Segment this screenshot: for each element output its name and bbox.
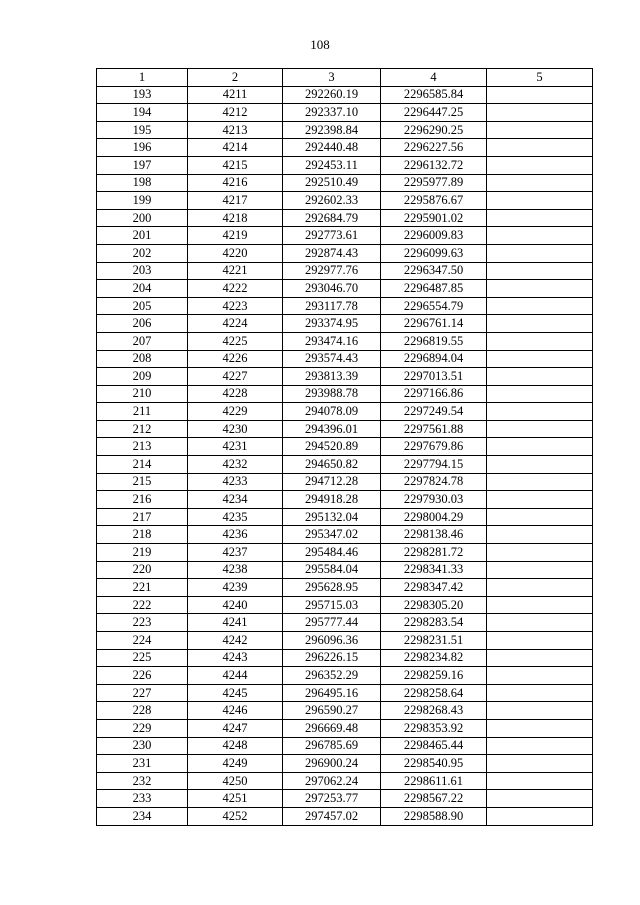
- point-id-cell: 4250: [188, 772, 283, 790]
- y-coordinate-cell: 2296447.25: [381, 104, 487, 122]
- x-coordinate-cell: 296590.27: [283, 702, 381, 720]
- x-coordinate-cell: 297457.02: [283, 807, 381, 825]
- note-cell: [487, 755, 593, 773]
- table-row: [97, 244, 593, 262]
- table-row: [97, 297, 593, 315]
- note-cell: [487, 244, 593, 262]
- row-number-cell: 220: [97, 561, 188, 579]
- x-coordinate-cell: 296900.24: [283, 755, 381, 773]
- table-row: [97, 649, 593, 667]
- row-number-cell: 222: [97, 596, 188, 614]
- x-coordinate-cell: 292510.49: [283, 174, 381, 192]
- x-coordinate-cell: 295584.04: [283, 561, 381, 579]
- y-coordinate-cell: 2296347.50: [381, 262, 487, 280]
- y-coordinate-cell: 2297166.86: [381, 385, 487, 403]
- x-coordinate-cell: 292602.33: [283, 192, 381, 210]
- x-coordinate-cell: 292684.79: [283, 209, 381, 227]
- point-id-cell: 4231: [188, 438, 283, 456]
- point-id-cell: 4246: [188, 702, 283, 720]
- point-id-cell: 4249: [188, 755, 283, 773]
- x-coordinate-cell: 297253.77: [283, 790, 381, 808]
- note-cell: [487, 297, 593, 315]
- y-coordinate-cell: 2296227.56: [381, 139, 487, 157]
- table-row: [97, 403, 593, 421]
- point-id-cell: 4211: [188, 86, 283, 104]
- x-coordinate-cell: 293046.70: [283, 280, 381, 298]
- y-coordinate-cell: 2297013.51: [381, 368, 487, 386]
- x-coordinate-cell: 292440.48: [283, 139, 381, 157]
- point-id-cell: 4248: [188, 737, 283, 755]
- y-coordinate-cell: 2297679.86: [381, 438, 487, 456]
- table-row: [97, 368, 593, 386]
- row-number-cell: 194: [97, 104, 188, 122]
- note-cell: [487, 174, 593, 192]
- table-row: [97, 807, 593, 825]
- x-coordinate-cell: 297062.24: [283, 772, 381, 790]
- point-id-cell: 4223: [188, 297, 283, 315]
- x-coordinate-cell: 295132.04: [283, 508, 381, 526]
- point-id-cell: 4240: [188, 596, 283, 614]
- note-cell: [487, 403, 593, 421]
- y-coordinate-cell: 2298268.43: [381, 702, 487, 720]
- table-row: [97, 209, 593, 227]
- x-coordinate-cell: 292773.61: [283, 227, 381, 245]
- row-number-cell: 208: [97, 350, 188, 368]
- note-cell: [487, 385, 593, 403]
- coordinates-table: [96, 68, 593, 826]
- y-coordinate-cell: 2298283.54: [381, 614, 487, 632]
- table-header: [97, 69, 593, 87]
- y-coordinate-cell: 2298258.64: [381, 684, 487, 702]
- y-coordinate-cell: 2298281.72: [381, 544, 487, 562]
- row-number-cell: 231: [97, 755, 188, 773]
- row-number-cell: 218: [97, 526, 188, 544]
- note-cell: [487, 156, 593, 174]
- column-header-4: 4: [381, 69, 487, 87]
- table-row: [97, 456, 593, 474]
- point-id-cell: 4222: [188, 280, 283, 298]
- table-row: [97, 772, 593, 790]
- row-number-cell: 232: [97, 772, 188, 790]
- x-coordinate-cell: 296352.29: [283, 667, 381, 685]
- y-coordinate-cell: 2296290.25: [381, 121, 487, 139]
- y-coordinate-cell: 2298353.92: [381, 719, 487, 737]
- x-coordinate-cell: 292874.43: [283, 244, 381, 262]
- note-cell: [487, 579, 593, 597]
- note-cell: [487, 315, 593, 333]
- point-id-cell: 4244: [188, 667, 283, 685]
- y-coordinate-cell: 2296554.79: [381, 297, 487, 315]
- point-id-cell: 4235: [188, 508, 283, 526]
- note-cell: [487, 508, 593, 526]
- point-id-cell: 4229: [188, 403, 283, 421]
- point-id-cell: 4242: [188, 632, 283, 650]
- table-row: [97, 614, 593, 632]
- x-coordinate-cell: 294520.89: [283, 438, 381, 456]
- table-row: [97, 227, 593, 245]
- table-row: [97, 737, 593, 755]
- note-cell: [487, 368, 593, 386]
- note-cell: [487, 227, 593, 245]
- x-coordinate-cell: 293574.43: [283, 350, 381, 368]
- table-row: [97, 139, 593, 157]
- x-coordinate-cell: 294712.28: [283, 473, 381, 491]
- row-number-cell: 214: [97, 456, 188, 474]
- note-cell: [487, 737, 593, 755]
- row-number-cell: 217: [97, 508, 188, 526]
- row-number-cell: 216: [97, 491, 188, 509]
- x-coordinate-cell: 292337.10: [283, 104, 381, 122]
- note-cell: [487, 438, 593, 456]
- x-coordinate-cell: 296495.16: [283, 684, 381, 702]
- x-coordinate-cell: 292453.11: [283, 156, 381, 174]
- y-coordinate-cell: 2298588.90: [381, 807, 487, 825]
- row-number-cell: 193: [97, 86, 188, 104]
- row-number-cell: 211: [97, 403, 188, 421]
- column-header-1: 1: [97, 69, 188, 87]
- note-cell: [487, 526, 593, 544]
- table-row: [97, 667, 593, 685]
- x-coordinate-cell: 295347.02: [283, 526, 381, 544]
- row-number-cell: 207: [97, 332, 188, 350]
- note-cell: [487, 209, 593, 227]
- note-cell: [487, 473, 593, 491]
- y-coordinate-cell: 2296099.63: [381, 244, 487, 262]
- row-number-cell: 229: [97, 719, 188, 737]
- point-id-cell: 4232: [188, 456, 283, 474]
- point-id-cell: 4236: [188, 526, 283, 544]
- row-number-cell: 226: [97, 667, 188, 685]
- y-coordinate-cell: 2298540.95: [381, 755, 487, 773]
- x-coordinate-cell: 295777.44: [283, 614, 381, 632]
- table-row: [97, 315, 593, 333]
- table-row: [97, 561, 593, 579]
- row-number-cell: 233: [97, 790, 188, 808]
- column-header-3: 3: [283, 69, 381, 87]
- y-coordinate-cell: 2295901.02: [381, 209, 487, 227]
- table-row: [97, 684, 593, 702]
- x-coordinate-cell: 296785.69: [283, 737, 381, 755]
- table-body: [97, 86, 593, 825]
- note-cell: [487, 596, 593, 614]
- x-coordinate-cell: 294396.01: [283, 420, 381, 438]
- row-number-cell: 201: [97, 227, 188, 245]
- row-number-cell: 210: [97, 385, 188, 403]
- y-coordinate-cell: 2298234.82: [381, 649, 487, 667]
- x-coordinate-cell: 292398.84: [283, 121, 381, 139]
- row-number-cell: 219: [97, 544, 188, 562]
- y-coordinate-cell: 2296132.72: [381, 156, 487, 174]
- header-row: [97, 69, 593, 87]
- y-coordinate-cell: 2297824.78: [381, 473, 487, 491]
- point-id-cell: 4212: [188, 104, 283, 122]
- x-coordinate-cell: 294918.28: [283, 491, 381, 509]
- y-coordinate-cell: 2295977.89: [381, 174, 487, 192]
- y-coordinate-cell: 2295876.67: [381, 192, 487, 210]
- table-row: [97, 755, 593, 773]
- note-cell: [487, 121, 593, 139]
- table-row: [97, 508, 593, 526]
- point-id-cell: 4225: [188, 332, 283, 350]
- y-coordinate-cell: 2297794.15: [381, 456, 487, 474]
- row-number-cell: 228: [97, 702, 188, 720]
- note-cell: [487, 192, 593, 210]
- note-cell: [487, 632, 593, 650]
- x-coordinate-cell: 295715.03: [283, 596, 381, 614]
- point-id-cell: 4219: [188, 227, 283, 245]
- table-row: [97, 632, 593, 650]
- x-coordinate-cell: 293988.78: [283, 385, 381, 403]
- note-cell: [487, 544, 593, 562]
- point-id-cell: 4213: [188, 121, 283, 139]
- point-id-cell: 4243: [188, 649, 283, 667]
- table-row: [97, 491, 593, 509]
- column-header-5: 5: [487, 69, 593, 87]
- y-coordinate-cell: 2298347.42: [381, 579, 487, 597]
- note-cell: [487, 104, 593, 122]
- page-number: 108: [310, 37, 330, 52]
- row-number-cell: 215: [97, 473, 188, 491]
- y-coordinate-cell: 2298341.33: [381, 561, 487, 579]
- y-coordinate-cell: 2298259.16: [381, 667, 487, 685]
- row-number-cell: 209: [97, 368, 188, 386]
- point-id-cell: 4230: [188, 420, 283, 438]
- note-cell: [487, 139, 593, 157]
- y-coordinate-cell: 2296487.85: [381, 280, 487, 298]
- point-id-cell: 4238: [188, 561, 283, 579]
- row-number-cell: 223: [97, 614, 188, 632]
- y-coordinate-cell: 2296009.83: [381, 227, 487, 245]
- table-row: [97, 385, 593, 403]
- note-cell: [487, 491, 593, 509]
- point-id-cell: 4215: [188, 156, 283, 174]
- row-number-cell: 205: [97, 297, 188, 315]
- row-number-cell: 195: [97, 121, 188, 139]
- y-coordinate-cell: 2298465.44: [381, 737, 487, 755]
- x-coordinate-cell: 295484.46: [283, 544, 381, 562]
- y-coordinate-cell: 2297930.03: [381, 491, 487, 509]
- row-number-cell: 203: [97, 262, 188, 280]
- table-row: [97, 719, 593, 737]
- y-coordinate-cell: 2297249.54: [381, 403, 487, 421]
- row-number-cell: 206: [97, 315, 188, 333]
- note-cell: [487, 790, 593, 808]
- row-number-cell: 199: [97, 192, 188, 210]
- x-coordinate-cell: 295628.95: [283, 579, 381, 597]
- note-cell: [487, 332, 593, 350]
- table-row: [97, 596, 593, 614]
- table-row: [97, 702, 593, 720]
- point-id-cell: 4220: [188, 244, 283, 262]
- column-header-2: 2: [188, 69, 283, 87]
- point-id-cell: 4245: [188, 684, 283, 702]
- note-cell: [487, 350, 593, 368]
- x-coordinate-cell: 293813.39: [283, 368, 381, 386]
- table-row: [97, 473, 593, 491]
- row-number-cell: 227: [97, 684, 188, 702]
- note-cell: [487, 86, 593, 104]
- table-row: [97, 121, 593, 139]
- table-row: [97, 86, 593, 104]
- row-number-cell: 197: [97, 156, 188, 174]
- point-id-cell: 4218: [188, 209, 283, 227]
- table-row: [97, 438, 593, 456]
- point-id-cell: 4214: [188, 139, 283, 157]
- point-id-cell: 4247: [188, 719, 283, 737]
- table-row: [97, 790, 593, 808]
- row-number-cell: 224: [97, 632, 188, 650]
- note-cell: [487, 702, 593, 720]
- point-id-cell: 4252: [188, 807, 283, 825]
- point-id-cell: 4217: [188, 192, 283, 210]
- table-row: [97, 280, 593, 298]
- y-coordinate-cell: 2298004.29: [381, 508, 487, 526]
- note-cell: [487, 614, 593, 632]
- y-coordinate-cell: 2296585.84: [381, 86, 487, 104]
- point-id-cell: 4224: [188, 315, 283, 333]
- table-row: [97, 192, 593, 210]
- note-cell: [487, 807, 593, 825]
- note-cell: [487, 561, 593, 579]
- x-coordinate-cell: 296096.36: [283, 632, 381, 650]
- point-id-cell: 4251: [188, 790, 283, 808]
- row-number-cell: 213: [97, 438, 188, 456]
- x-coordinate-cell: 292977.76: [283, 262, 381, 280]
- row-number-cell: 198: [97, 174, 188, 192]
- table-row: [97, 156, 593, 174]
- table-row: [97, 332, 593, 350]
- y-coordinate-cell: 2297561.88: [381, 420, 487, 438]
- point-id-cell: 4221: [188, 262, 283, 280]
- y-coordinate-cell: 2296761.14: [381, 315, 487, 333]
- table-row: [97, 544, 593, 562]
- note-cell: [487, 649, 593, 667]
- x-coordinate-cell: 293374.95: [283, 315, 381, 333]
- row-number-cell: 200: [97, 209, 188, 227]
- y-coordinate-cell: 2298138.46: [381, 526, 487, 544]
- point-id-cell: 4237: [188, 544, 283, 562]
- x-coordinate-cell: 293474.16: [283, 332, 381, 350]
- row-number-cell: 230: [97, 737, 188, 755]
- note-cell: [487, 772, 593, 790]
- table-row: [97, 262, 593, 280]
- point-id-cell: 4216: [188, 174, 283, 192]
- point-id-cell: 4234: [188, 491, 283, 509]
- x-coordinate-cell: 296669.48: [283, 719, 381, 737]
- note-cell: [487, 667, 593, 685]
- table-row: [97, 579, 593, 597]
- x-coordinate-cell: 294650.82: [283, 456, 381, 474]
- y-coordinate-cell: 2296819.55: [381, 332, 487, 350]
- table-row: [97, 174, 593, 192]
- note-cell: [487, 456, 593, 474]
- point-id-cell: 4239: [188, 579, 283, 597]
- note-cell: [487, 684, 593, 702]
- row-number-cell: 221: [97, 579, 188, 597]
- note-cell: [487, 262, 593, 280]
- x-coordinate-cell: 294078.09: [283, 403, 381, 421]
- y-coordinate-cell: 2298611.61: [381, 772, 487, 790]
- table-row: [97, 526, 593, 544]
- x-coordinate-cell: 292260.19: [283, 86, 381, 104]
- note-cell: [487, 280, 593, 298]
- point-id-cell: 4227: [188, 368, 283, 386]
- note-cell: [487, 420, 593, 438]
- y-coordinate-cell: 2296894.04: [381, 350, 487, 368]
- x-coordinate-cell: 296226.15: [283, 649, 381, 667]
- y-coordinate-cell: 2298567.22: [381, 790, 487, 808]
- y-coordinate-cell: 2298231.51: [381, 632, 487, 650]
- point-id-cell: 4233: [188, 473, 283, 491]
- point-id-cell: 4228: [188, 385, 283, 403]
- row-number-cell: 225: [97, 649, 188, 667]
- row-number-cell: 234: [97, 807, 188, 825]
- table-row: [97, 350, 593, 368]
- row-number-cell: 196: [97, 139, 188, 157]
- point-id-cell: 4226: [188, 350, 283, 368]
- table-row: [97, 104, 593, 122]
- point-id-cell: 4241: [188, 614, 283, 632]
- table-row: [97, 420, 593, 438]
- y-coordinate-cell: 2298305.20: [381, 596, 487, 614]
- note-cell: [487, 719, 593, 737]
- row-number-cell: 212: [97, 420, 188, 438]
- x-coordinate-cell: 293117.78: [283, 297, 381, 315]
- row-number-cell: 204: [97, 280, 188, 298]
- row-number-cell: 202: [97, 244, 188, 262]
